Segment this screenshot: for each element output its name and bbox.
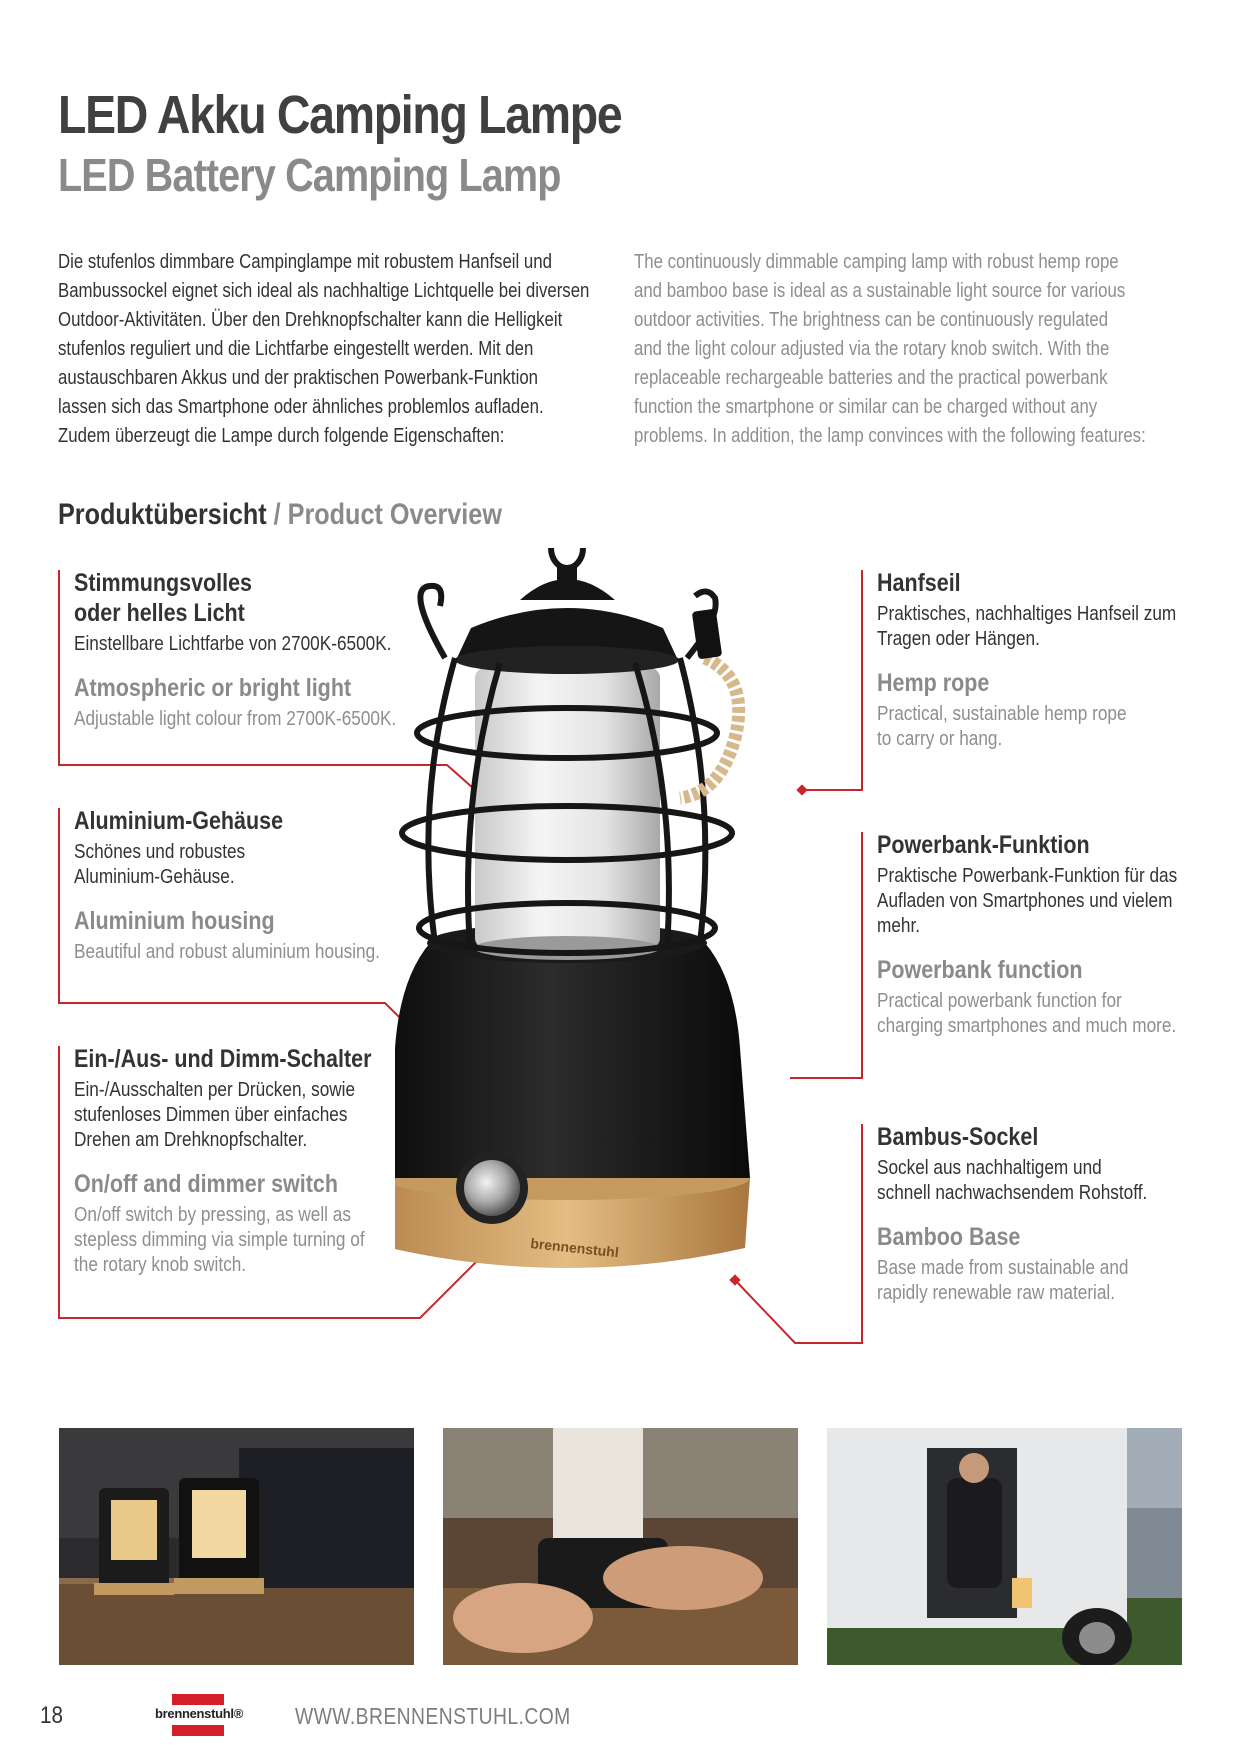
housing-shape: [395, 943, 750, 1178]
text-line: the rotary knob switch.: [74, 1254, 247, 1276]
feature-housing: [74, 806, 430, 965]
text-line: Schönes und robustes: [74, 841, 246, 863]
feature-housing-title-en: [74, 906, 380, 936]
section-heading-overview: [58, 498, 502, 532]
text-line: Practical powerbank function for: [877, 990, 1122, 1012]
text-line: Sockel aus nachhaltigem und: [877, 1157, 1102, 1179]
feature-light-text-de: [74, 632, 396, 657]
photo-man-at-van: [827, 1428, 1182, 1665]
feature-base-text-en: [877, 1256, 1147, 1306]
website-link[interactable]: WWW.BRENNENSTUHL.COM: [295, 1703, 571, 1729]
overview-separator: /: [266, 498, 288, 531]
text-line: Praktisches, nachhaltiges Hanfseil zum: [877, 603, 1177, 625]
feature-switch-title-de: [74, 1044, 371, 1074]
text-line: Zudem überzeugt die Lampe durch folgende Eigenschaften:: [58, 425, 505, 447]
text-line: Adjustable light colour from 2700K-6500K.: [74, 708, 397, 730]
text-line: Hanfseil: [877, 569, 961, 597]
page-title-en: LED Battery Camping Lamp: [58, 149, 561, 201]
feature-rope: [877, 568, 1225, 752]
page-title-de: LED Akku Camping Lampe: [58, 85, 622, 145]
feature-powerbank-text-de: [877, 864, 1177, 939]
text-line: Die stufenlos dimmbare Campinglampe mit robustem Hanfseil und: [58, 251, 552, 273]
text-line: austauschbaren Akkus und der praktischen Powerbank-Funktion: [58, 367, 539, 389]
brand-logo: [146, 1694, 252, 1740]
feature-switch-text-en: [74, 1203, 371, 1278]
text-line: The continuously dimmable camping lamp with robust hemp rope: [634, 251, 1119, 273]
feature-light: [74, 568, 449, 732]
base-engraving: brennenstuhl: [529, 1235, 620, 1261]
text-line: Einstellbare Lichtfarbe von 2700K-6500K.: [74, 633, 392, 655]
text-line: Aluminium-Gehäuse: [74, 807, 284, 835]
text-line: Aluminium housing: [74, 907, 275, 935]
text-line: Base made from sustainable and: [877, 1257, 1129, 1279]
text-line: Drehen am Drehknopfschalter.: [74, 1129, 308, 1151]
feature-rope-title-en: [877, 668, 1176, 698]
logo-bar-top: [172, 1694, 224, 1705]
text-line: oder helles Licht: [74, 599, 245, 627]
feature-switch: [74, 1044, 420, 1278]
text-line: stufenlos reguliert und die Lichtfarbe eingestellt werden. Mit den: [58, 338, 534, 360]
feature-base-title-en: [877, 1222, 1147, 1252]
feature-rope-text-de: [877, 602, 1176, 652]
text-line: Aufladen von Smartphones und vielem: [877, 890, 1173, 912]
intro-text-en: [634, 248, 1146, 451]
text-line: Praktische Powerbank-Funktion für das: [877, 865, 1178, 887]
text-line: Outdoor-Aktivitäten. Über den Drehknopfschalter kann die Helligkeit: [58, 309, 563, 331]
feature-housing-title-de: [74, 806, 380, 836]
logo-text: brennenstuhl®: [154, 1706, 243, 1721]
text-line: function the smartphone or similar can be charged without any: [634, 396, 1098, 418]
feature-base: [877, 1122, 1191, 1306]
text-line: Ein-/Aus- und Dimm-Schalter: [74, 1045, 372, 1073]
feature-light-text-en: [74, 707, 396, 732]
text-line: On/off and dimmer switch: [74, 1170, 339, 1198]
feature-powerbank-title-de: [877, 830, 1177, 860]
feature-powerbank-title-en: [877, 955, 1177, 985]
feature-switch-title-en: [74, 1169, 371, 1199]
feature-rope-text-en: [877, 702, 1176, 752]
text-line: Ein-/Ausschalten per Drücken, sowie: [74, 1079, 356, 1101]
text-line: Bambus-Sockel: [877, 1123, 1039, 1151]
text-line: problems. In addition, the lamp convinces with the following features:: [634, 425, 1146, 447]
text-line: and the light colour adjusted via the rotary knob switch. With the: [634, 338, 1110, 360]
text-line: Bambussockel eignet sich ideal als nachhaltige Lichtquelle bei diversen: [58, 280, 590, 302]
overview-heading-en: Product Overview: [287, 498, 502, 531]
text-line: Stimmungsvolles: [74, 569, 253, 597]
text-line: and bamboo base is ideal as a sustainable light source for various: [634, 280, 1126, 302]
text-line: Powerbank function: [877, 956, 1083, 984]
feature-powerbank-text-en: [877, 989, 1177, 1039]
photo-lamps-on-table: [59, 1428, 414, 1665]
text-line: lassen sich das Smartphone oder ähnliches problemlos aufladen.: [58, 396, 544, 418]
photo-hands-with-lamp: [443, 1428, 798, 1665]
text-line: rapidly renewable raw material.: [877, 1282, 1116, 1304]
text-line: Practical, sustainable hemp rope: [877, 703, 1127, 725]
text-line: replaceable rechargeable batteries and the practical powerbank: [634, 367, 1108, 389]
feature-rope-title-de: [877, 568, 1176, 598]
text-line: stepless dimming via simple turning of: [74, 1229, 365, 1251]
lamp-illustration: [395, 548, 855, 1328]
text-line: mehr.: [877, 915, 921, 937]
text-line: Atmospheric or bright light: [74, 674, 352, 702]
text-line: to carry or hang.: [877, 728, 1003, 750]
feature-housing-text-de: [74, 840, 380, 890]
feature-base-title-de: [877, 1122, 1147, 1152]
text-line: Beautiful and robust aluminium housing.: [74, 941, 380, 963]
text-line: Bamboo Base: [877, 1223, 1021, 1251]
logo-bar-bottom: [172, 1725, 224, 1736]
text-line: stufenloses Dimmen über einfaches: [74, 1104, 348, 1126]
text-line: Hemp rope: [877, 669, 990, 697]
overview-heading-de: Produktübersicht: [58, 498, 267, 531]
text-line: Powerbank-Funktion: [877, 831, 1090, 859]
text-line: On/off switch by pressing, as well as: [74, 1204, 351, 1226]
feature-switch-text-de: [74, 1078, 371, 1153]
feature-light-title-de: [74, 568, 396, 628]
text-line: schnell nachwachsendem Rohstoff.: [877, 1182, 1148, 1204]
text-line: charging smartphones and much more.: [877, 1015, 1177, 1037]
text-line: outdoor activities. The brightness can be continuously regulated: [634, 309, 1109, 331]
page-number: 18: [40, 1702, 63, 1729]
text-line: Aluminium-Gehäuse.: [74, 866, 235, 888]
feature-base-text-de: [877, 1156, 1147, 1206]
intro-text-de: [58, 248, 590, 451]
feature-powerbank: [877, 830, 1226, 1039]
feature-light-title-en: [74, 673, 396, 703]
text-line: Tragen oder Hängen.: [877, 628, 1040, 650]
feature-housing-text-en: [74, 940, 380, 965]
